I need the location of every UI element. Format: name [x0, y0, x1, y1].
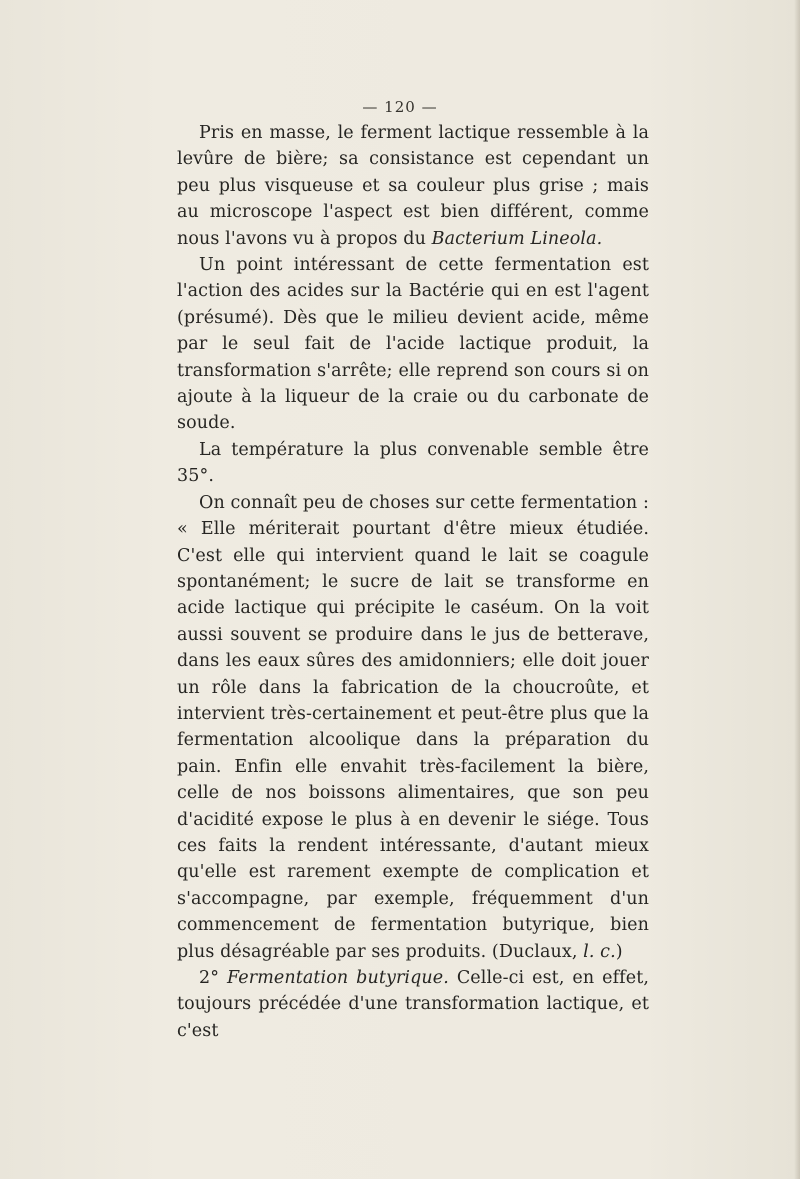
paragraph-4-text: On connaît peu de choses sur cette fermentation : « Elle mériterait pourtant d'être mieux étudiée. C'est elle qui intervient quand le lait se coagule spontanément; le sucre de lait se transforme en acide lactique qui précipite le caséum. On la voit aussi souvent se produire dans le jus de betterave, dans les eaux sûres des amidonniers; elle doit jouer un rôle dans la fabrication de la choucroûte, et intervient très-certainement et peut-être plus que la fermentation alcoolique dans la préparation du pain. Enfin elle envahit très-facilement la bière, celle de nos boissons alimentaires, que son peu d'acidité expose le plus à en devenir le siége. Tous ces faits la rendent intéressante, d'autant mieux qu'elle est rarement exempte de complication et s'accompagne, par exemple, fréquemment d'un commencement de fermentation butyrique, bien plus désagréable par ses produits. (Duclaux,: [177, 492, 649, 962]
paragraph-5-text: Celle-ci est, en effet, toujours précédée d'une transformation lactique, et c'est: [177, 968, 649, 1041]
paragraph-5-heading: Fermentation butyrique.: [227, 968, 449, 988]
paragraph-1-species-name: Bacterium Lineola.: [431, 228, 603, 249]
paragraph-5-number: 2°: [199, 968, 227, 988]
paragraph-1: [177, 120, 649, 252]
body-text: [177, 120, 649, 1044]
paragraph-2-text: Un point intéressant de cette fermentation est l'action des acides sur la Bactérie qui en est l'agent (présumé). Dès que le milieu devient acide, même par le seul fait de l'acide lactique produit, la transformation s'arrête; elle reprend son cours si on ajoute à la liqueur de la craie ou du carbonate de soude.: [177, 255, 649, 434]
paragraph-4-closing: ): [615, 941, 623, 962]
paragraph-3-text: La température la plus convenable semble être 35°.: [177, 439, 649, 487]
paragraph-4: [177, 490, 649, 965]
paragraph-5: [177, 965, 649, 1044]
page-number: — 120 —: [362, 98, 438, 116]
page-edge-shadow: [794, 0, 800, 1179]
paragraph-3: [177, 437, 649, 490]
paragraph-2: [177, 252, 649, 437]
paragraph-1-text: Pris en masse, le ferment lactique ressemble à la levûre de bière; sa consistance est cependant un peu plus visqueuse et sa couleur plus grise ; mais au microscope l'aspect est bien différent, comme nous l'avons vu à propos du: [177, 123, 649, 249]
paragraph-4-citation: l. c.: [583, 941, 616, 962]
